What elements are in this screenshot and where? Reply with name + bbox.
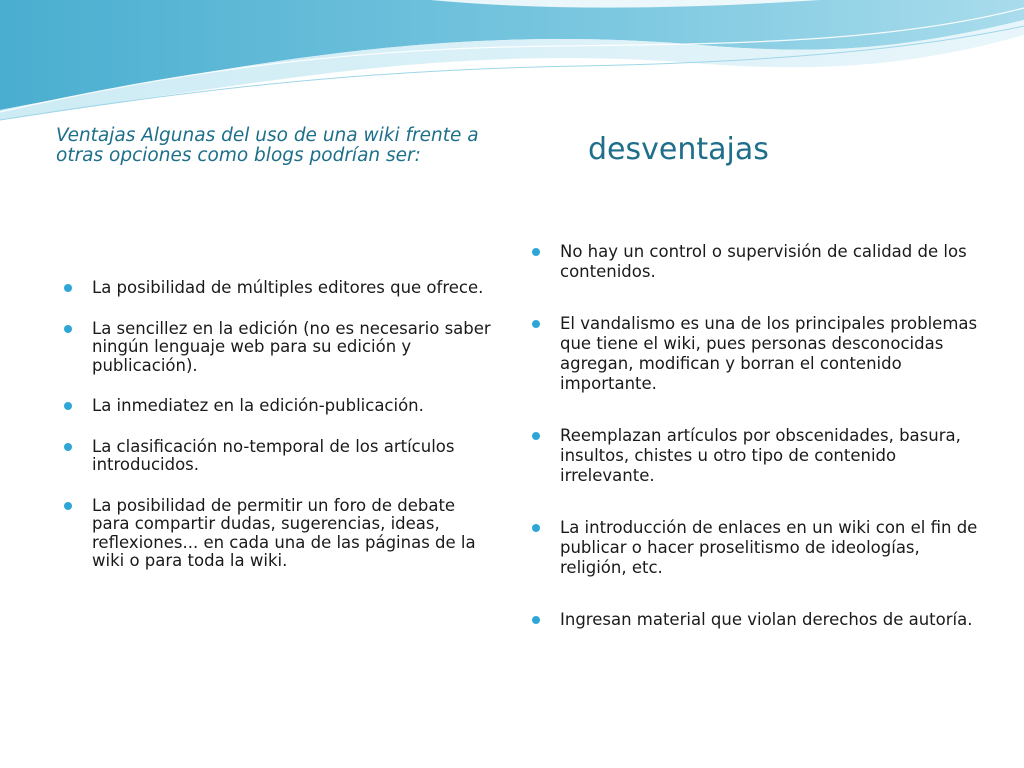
desventajas-list (528, 242, 978, 662)
list-item (528, 426, 978, 486)
list-item (528, 314, 978, 394)
list-item-text: La posibilidad de múltiples editores que ofrece. (92, 278, 484, 297)
bullet-icon (532, 616, 540, 624)
list-item-text: Ingresan material que violan derechos de autoría. (560, 610, 973, 629)
wave-header-decoration (0, 0, 1024, 130)
list-item (60, 438, 492, 475)
list-item-text: Reemplazan artículos por obscenidades, basura, insultos, chistes u otro tipo de contenido irrelevante. (560, 426, 961, 485)
list-item (528, 242, 978, 282)
bullet-icon (64, 284, 72, 292)
bullet-icon (64, 443, 72, 451)
ventajas-list (60, 279, 492, 593)
list-item-text: La sencillez en la edición (no es necesario saber ningún lenguaje web para su edición y publicación). (92, 318, 491, 375)
list-item-text: El vandalismo es una de los principales problemas que tiene el wiki, pues personas desconocidas agregan, modifican y borran el contenido importante. (560, 314, 978, 393)
list-item (528, 610, 978, 630)
list-item (60, 279, 492, 298)
bullet-icon (532, 524, 540, 532)
list-item-text: No hay un control o supervisión de calidad de los contenidos. (560, 242, 967, 281)
bullet-icon (532, 248, 540, 256)
title-ventajas: Ventajas Algunas del uso de una wiki frente a otras opciones como blogs podrían ser: (56, 125, 479, 166)
bullet-icon (532, 432, 540, 440)
list-item-text: La posibilidad de permitir un foro de debate para compartir dudas, sugerencias, ideas, reflexiones... en cada una de las páginas de la wiki o para toda la wiki. (92, 495, 476, 570)
bullet-icon (64, 402, 72, 410)
title-desventajas: desventajas (588, 132, 769, 167)
bullet-icon (532, 320, 540, 328)
list-item-text: La clasificación no-temporal de los artículos introducidos. (92, 436, 455, 474)
list-item (528, 518, 978, 578)
list-item-text: La introducción de enlaces en un wiki con el fin de publicar o hacer proselitismo de ideologías, religión, etc. (560, 518, 978, 577)
list-item (60, 497, 492, 571)
bullet-icon (64, 325, 72, 333)
list-item (60, 320, 492, 376)
bullet-icon (64, 502, 72, 510)
list-item-text: La inmediatez en la edición-publicación. (92, 396, 424, 415)
list-item (60, 397, 492, 416)
